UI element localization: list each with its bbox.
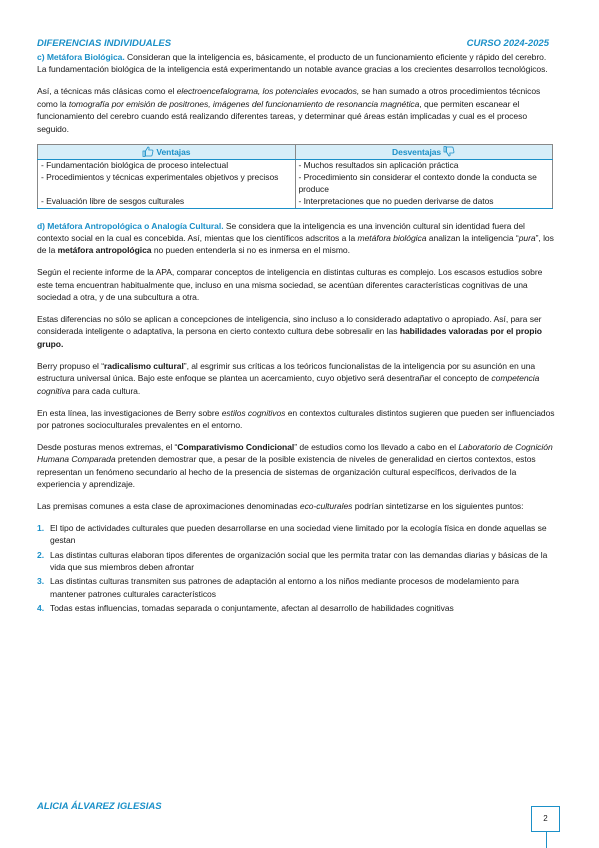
pros-cons-row <box>38 196 553 208</box>
ventaja-item: - Evaluación libre de sesgos culturales <box>38 196 296 208</box>
desventaja-item: - Interpretaciones que no pueden derivarse de datos <box>295 196 553 208</box>
premises-list <box>37 522 555 615</box>
section-d-apa: Según el reciente informe de la APA, comparar conceptos de inteligencia en distintas culturas es complejo. Los escasos estudios sobre este tema encuentran habitualmente que, incluso en una misma sociedad, se acentúan diferentes características cognitivas de una sociedad a otra, y de una subcultura a otra. <box>37 267 543 303</box>
desventaja-item: - Procedimiento sin considerar el contexto donde la conducta se produce <box>295 172 553 196</box>
page-header <box>37 38 549 49</box>
desventaja-item: - Muchos resultados sin aplicación práctica <box>295 160 553 172</box>
section-d-differences: Estas diferencias no sólo se aplican a concepciones de inteligencia, sino incluso a lo considerado adaptativo o apropiado. Así, para ser considerada inteligente o adaptativa, la persona en cierto contexto cultura debe sobresalir en las habilidades valoradas por el propio grupo. <box>37 314 542 349</box>
page-body <box>37 51 555 617</box>
section-d-styles: En esta línea, las investigaciones de Berry sobre estilos cognitivos en contextos culturales distintos sugieren que pueden ser influenciados por patrones socioculturales prevalentes en el entorno. <box>37 407 555 430</box>
section-c-intro: c) Metáfora Biológica. Consideran que la inteligencia es, básicamente, el producto de un funcionamiento eficiente y rápido del cerebro. La fundamentación biológica de la inteligencia está experimentando un notable avance gracias a los crecientes desarrollos tecnológicos. <box>37 52 548 75</box>
header-subject: DIFERENCIAS INDIVIDUALES <box>37 38 172 49</box>
section-d-berry: Berry propuso el “radicalismo cultural”, al esgrimir sus críticas a los teóricos funcionalistas de la inteligencia por su asunción en una estructura universal única. Bajo este enfoque se plantea un acercamiento, cuyo objetivo será desentrañar el concepto de competencia cognitiva para cada cultura. <box>37 360 540 396</box>
ventaja-item: - Procedimientos y técnicas experimentales objetivos y precisos <box>38 172 296 196</box>
section-c-techniques: Así, a técnicas más clásicas como el electroencefalograma, los potenciales evocados, se han sumado a otros procedimientos técnicos como la tomografía por emisión de positrones, imágenes del funcionamiento de resonancia magnética, que permiten escanear el funcionamiento del cerebro cuando está realizando diferentes tareas, y determinar qué áreas están implicadas y cual es el proceso seguido. <box>37 86 541 134</box>
thumbs-down-icon <box>443 146 455 157</box>
list-item: 2. Las distintas culturas elaboran tipos diferentes de organización social que les permita tratar con las demandas diarias y básicas de la vida que sus miembros deben afrontar <box>37 549 548 573</box>
ventaja-item: - Fundamentación biológica de proceso intelectual <box>38 160 296 172</box>
page-number-rule <box>546 831 547 848</box>
section-d-intro: d) Metáfora Antropológica o Analogía Cultural. Se considera que la inteligencia es una invención cultural sin identidad fuera del contexto social en la cual es concebida. Así, mientas que los científicos adscritos a la metáfora biológica analizan la inteligencia “pura”, los de la metáfora antropológica no pueden entenderla si no es inmersa en el mismo. <box>37 220 554 256</box>
section-d-comparativism: Desde posturas menos extremas, el “Comparativismo Condicional” de estudios como los llevado a cabo en el Laboratorio de Cognición Humana Comparada pretenden demostrar que, a pesar de la posible existencia de niveles de generalidad en ciertos contextos, estos representan un fenómeno secundario al hecho de la presencia de sistemas de organización cultural específicos, derivados de la experiencia y aprendizaje. <box>37 441 553 490</box>
pros-cons-header-row <box>38 145 553 160</box>
section-d-heading: d) Metáfora Antropológica o Analogía Cultural. <box>37 220 224 231</box>
header-course: CURSO 2024-2025 <box>466 38 549 49</box>
list-item: 3. Las distintas culturas transmiten sus patrones de adaptación al entorno a los niños mediante procesos de modelamiento para mantener patrones culturales característicos <box>37 576 520 599</box>
list-item: 1. El tipo de actividades culturales que pueden desarrollarse en una sociedad viene limitado por la ecología física en donde aquellas se gestan <box>37 522 547 546</box>
section-d-premises: Las premisas comunes a esta clase de aproximaciones denominadas eco-culturales podrían sintetizarse en los siguientes puntos: <box>37 500 524 511</box>
desventajas-header: Desventajas <box>295 145 553 160</box>
page-number: 2 <box>531 806 560 832</box>
thumbs-up-icon <box>142 146 154 157</box>
list-item: 4. Todas estas influencias, tomadas separada o conjuntamente, afectan al desarrollo de habilidades cognitivas <box>37 603 454 614</box>
ventajas-header: Ventajas <box>38 145 296 160</box>
pros-cons-table <box>37 144 553 208</box>
section-c-heading: c) Metáfora Biológica. <box>37 52 125 62</box>
pros-cons-row <box>38 172 553 196</box>
pros-cons-row <box>38 160 553 172</box>
footer-author: ALICIA ÁLVAREZ IGLESIAS <box>37 801 162 812</box>
